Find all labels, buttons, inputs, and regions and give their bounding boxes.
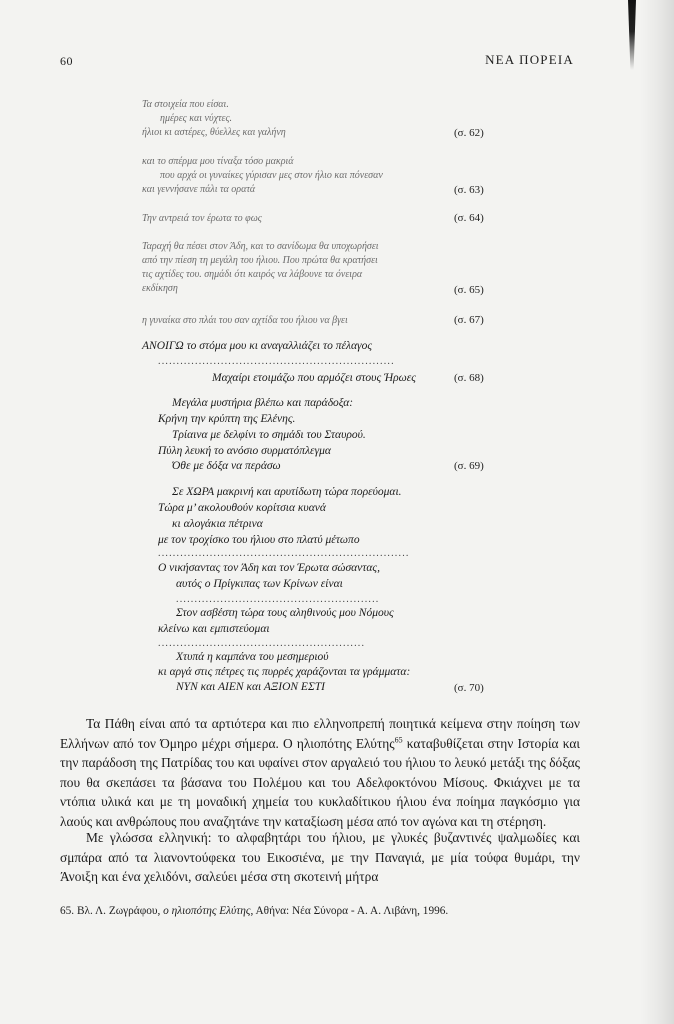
binding-mark xyxy=(628,0,636,70)
poem-line: από την πίεση τη μεγάλη του ήλιου. Που πρώτα θα κρατήσει xyxy=(142,255,378,266)
body-text: καταβυθίζεται στην Ιστορία και την παράδοση της Πατρίδας του και υφαίνει στον αργαλειό του ήλιου το λευκό μετάξι της δόξας που θα σκεπάσει τα βάσανα του Πολέμου και του Αδελφοκτόνου Μίσους. Φκιάχνει με τα ντόπια υλικά και με τη μοναδική χημεία του κυκλαδίτικου ήλιου ένα ποίημα παγκόσμιο για λαούς και ανθρώπους που αναζητάνε την καταξίωση μέσα από τον αγώνα και τη στέρηση. xyxy=(60,735,580,829)
poem-line: εκδίκηση xyxy=(142,283,178,294)
poem-line: που αρχά οι γυναίκες γύρισαν μες στον ήλιο και πόνεσαν xyxy=(160,170,383,181)
citation: (σ. 69) xyxy=(454,460,484,472)
poem-line: και το σπέρμα μου τίναξα τόσο μακριά xyxy=(142,156,294,167)
running-head: ΝΕΑ ΠΟΡΕΙΑ xyxy=(485,52,574,67)
ellipsis-line: ........................................................ xyxy=(158,638,366,649)
poem-line: Σε ΧΩΡΑ μακρινή και αρυτίδωτη τώρα πορεύομαι. xyxy=(172,486,402,498)
footnote-title: ο ηλιοπότης Ελύτης xyxy=(163,905,251,917)
poem-line: Ταραχή θα πέσει στον Άδη, και το σανίδωμα θα υποχωρήσει xyxy=(142,241,379,252)
poem-line: Τρίαινα με δελφίνι το σημάδι του Σταυρού. xyxy=(172,429,366,441)
ellipsis-line: ................................................................ xyxy=(158,356,395,367)
citation: (σ. 67) xyxy=(454,314,484,326)
footnote-marker: 65 xyxy=(394,735,403,745)
body-paragraph: Με γλώσσα ελληνική: το αλφαβητάρι του ήλιου, με γλυκές βυζαντινές ψαλμωδίες και σμπάρα από τα λιανοντούφεκα του Εικοσιένα, με την Παναγιά, με μία τούφα θυμάρι, την Άνοιξη και ένα χελιδόνι, σαλεύει μέσα στη σκοτεινή μήτρα xyxy=(60,830,580,885)
poem-line: ημέρες και νύχτες. xyxy=(160,113,233,124)
poem-line: με τον τροχίσκο του ήλιου στο πλατύ μέτωπο xyxy=(158,534,360,546)
poem-line: και γεννήσανε πάλι τα ορατά xyxy=(142,184,256,195)
poem-line: Μαχαίρι ετοιμάζω που αρμόζει στους Ήρωες xyxy=(212,372,416,384)
poem-line: Ο νικήσαντας τον Άδη και τον Έρωτα σώσαντας, xyxy=(158,562,380,574)
poem-line: Μεγάλα μυστήρια βλέπω και παράδοξα: xyxy=(172,397,354,409)
poem-line: κλείνω και εμπιστεύομαι xyxy=(158,623,270,635)
poem-line: Τα στοιχεία που είσαι. xyxy=(142,99,229,110)
poem-line: η γυναίκα στο πλάι του σαν αχτίδα του ήλιου να βγει xyxy=(142,315,348,326)
poem-line: Την αντρειά τον έρωτα το φως xyxy=(142,213,262,224)
citation: (σ. 63) xyxy=(454,184,484,196)
poem-line: Στον ασβέστη τώρα τους αληθινούς μου Νόμους xyxy=(176,607,394,619)
ellipsis-line: ....................................................... xyxy=(176,594,380,605)
poem-line: αυτός ο Πρίγκιπας των Κρίνων είναι xyxy=(176,578,343,590)
poem-line: τις αχτίδες του. σημάδι ότι καιρός να λάβουνε τα όνειρα xyxy=(142,269,363,280)
citation: (σ. 68) xyxy=(454,372,484,384)
body-text: Τα Πάθη είναι από τα αρτιότερα και πιο ελληνοπρεπή ποιητικά κείμενα στην ποίηση των Ελλήνων από τον Όμηρο μέχρι σήμερα. Ο ηλιοπότης Ελύτης xyxy=(60,716,580,751)
poem-line: Τώρα μ’ ακολουθούν κορίτσια κυανά xyxy=(158,502,326,514)
ellipsis-line: .................................................................... xyxy=(158,548,410,559)
footnote-text: 65. Βλ. Λ. Ζωγράφου, xyxy=(60,905,164,917)
poem-line: Όθε με δόξα να περάσω xyxy=(172,460,281,472)
citation: (σ. 70) xyxy=(454,682,484,694)
poem-line: κι αργά στις πέτρες τις πυρρές χαράζονται τα γράμματα: xyxy=(158,666,411,678)
page-number: 60 xyxy=(60,54,73,68)
poem-line: Χτυπά η καμπάνα του μεσημεριού xyxy=(176,651,329,663)
poem-line: Κρήνη την κρύπτη της Ελένης. xyxy=(158,413,296,425)
footnote-text: , Αθήνα: Νέα Σύνορα - Α. Α. Λιβάνη, 1996. xyxy=(250,905,449,917)
poem-line: ήλιοι κι αστέρες, θύελλες και γαλήνη xyxy=(142,127,286,138)
poem-line: ΝΥΝ και ΑΙΕΝ και ΑΞΙΟΝ ΕΣΤΙ xyxy=(176,681,326,693)
footnote xyxy=(60,905,448,917)
poem-line: κι αλογάκια πέτρινα xyxy=(172,518,263,530)
page-edge-shadow xyxy=(640,0,674,1024)
citation: (σ. 64) xyxy=(454,212,484,224)
citation: (σ. 62) xyxy=(454,127,484,139)
body-paragraph xyxy=(60,714,580,832)
citation: (σ. 65) xyxy=(454,284,484,296)
poem-line: Πύλη λευκή το ανόσιο συρματόπλεγμα xyxy=(158,445,331,457)
poem-line: ΑΝΟΙΓΩ το στόμα μου κι αναγαλλιάζει το πέλαγος xyxy=(142,340,372,352)
